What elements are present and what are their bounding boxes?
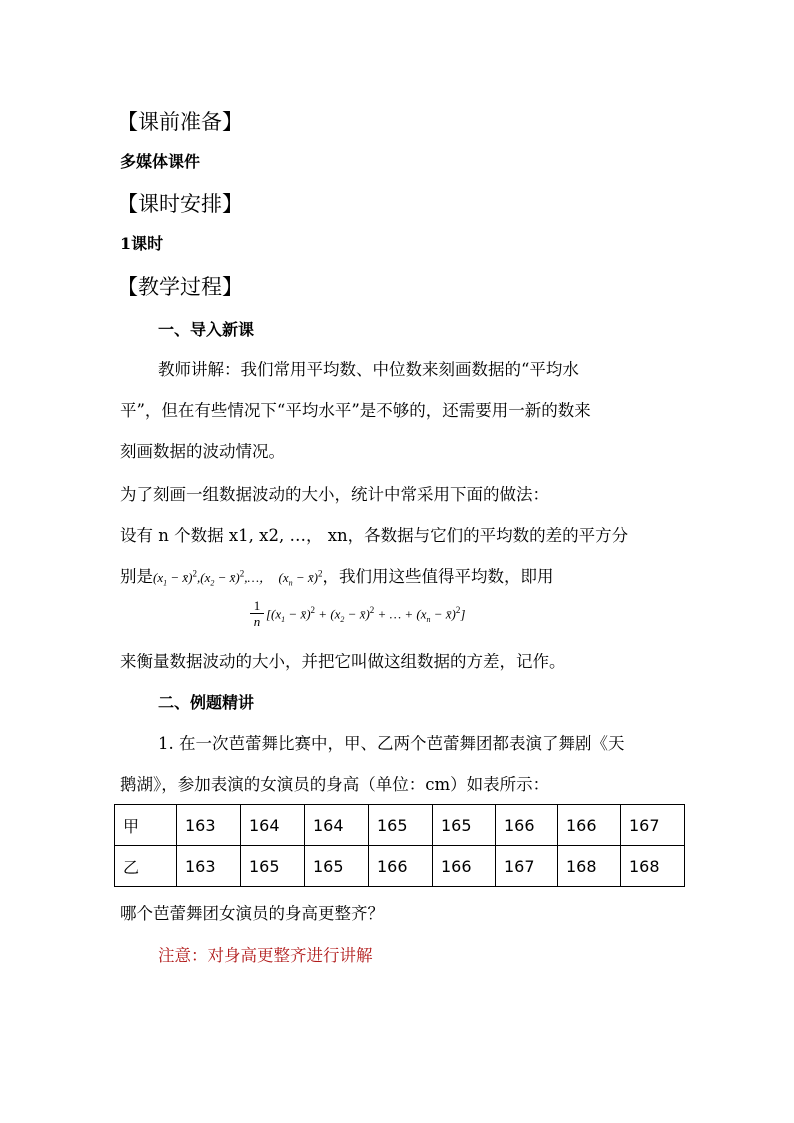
part1-para4: 来衡量数据波动的大小，并把它叫做这组数据的方差，记作。 (120, 652, 566, 671)
fraction-numerator: 1 (250, 598, 264, 614)
table-cell: 乙 (115, 846, 177, 887)
part1-para3-line2 (120, 563, 554, 588)
table-cell: 166 (496, 805, 558, 846)
part2-heading: 二、例题精讲 (158, 693, 255, 712)
question1-ask: 哪个芭蕾舞团女演员的身高更整齐？ (120, 904, 384, 923)
table-cell: 甲 (115, 805, 177, 846)
table-cell: 164 (241, 805, 305, 846)
part1-para1-line3: 刻画数据的波动情况。 (120, 442, 285, 461)
fraction-one-over-n (250, 598, 264, 629)
table-cell: 164 (305, 805, 369, 846)
part1-para1-line1: 教师讲解：我们常用平均数、中位数来刻画数据的“平均水 (158, 360, 579, 379)
schedule-text: 1课时 (120, 234, 164, 253)
table-row (115, 846, 685, 887)
table-cell: 166 (558, 805, 621, 846)
table-cell: 163 (177, 805, 241, 846)
part1-para1-line2: 平”，但在有些情况下“平均水平”是不够的，还需要用一新的数来 (120, 401, 591, 420)
part1-para3-line1: 设有 n 个数据 x1, x2, …， xn，各数据与它们的平均数的差的平方分 (120, 526, 629, 545)
table-cell: 165 (433, 805, 496, 846)
para3-suffix: ，我们用这些值得平均数，即用 (322, 567, 554, 586)
table-cell: 166 (433, 846, 496, 887)
para3-prefix: 别是 (120, 567, 153, 586)
part1-heading: 一、导入新课 (158, 320, 255, 339)
schedule-heading: 【课时安排】 (117, 192, 243, 216)
prep-heading: 【课前准备】 (117, 110, 243, 134)
question1-line2: 鹅湖》，参加表演的女演员的身高（单位：cm）如表所示： (120, 775, 550, 794)
table-cell: 165 (241, 846, 305, 887)
variance-formula: [($x_1$ − x̄)$^2$ + ($x_2$ − x̄)$^2$ + … + ($x_n$ − x̄)$^2$] (266, 605, 466, 624)
table-row (115, 805, 685, 846)
process-heading: 【教学过程】 (117, 275, 243, 299)
table-cell: 165 (305, 846, 369, 887)
teaching-note: 注意：对身高更整齐进行讲解 (158, 946, 373, 965)
prep-text: 多媒体课件 (120, 152, 201, 171)
question1-line1: 1. 在一次芭蕾舞比赛中，甲、乙两个芭蕾舞团都表演了舞剧《天 (158, 734, 625, 753)
table-cell: 163 (177, 846, 241, 887)
part1-para2: 为了刻画一组数据波动的大小，统计中常采用下面的做法： (120, 485, 549, 504)
table-cell: 166 (369, 846, 433, 887)
height-table (114, 804, 685, 887)
table-cell: 168 (621, 846, 685, 887)
fraction-denominator: n (253, 614, 261, 629)
squared-differences-formula: ($x_1$ − $x̄)^2,(x_2$ − x̄)$^2$,…， ($x_n$ − x̄)$^2$ (153, 568, 323, 588)
table-cell: 167 (496, 846, 558, 887)
table-cell: 165 (369, 805, 433, 846)
table-cell: 168 (558, 846, 621, 887)
table-cell: 167 (621, 805, 685, 846)
